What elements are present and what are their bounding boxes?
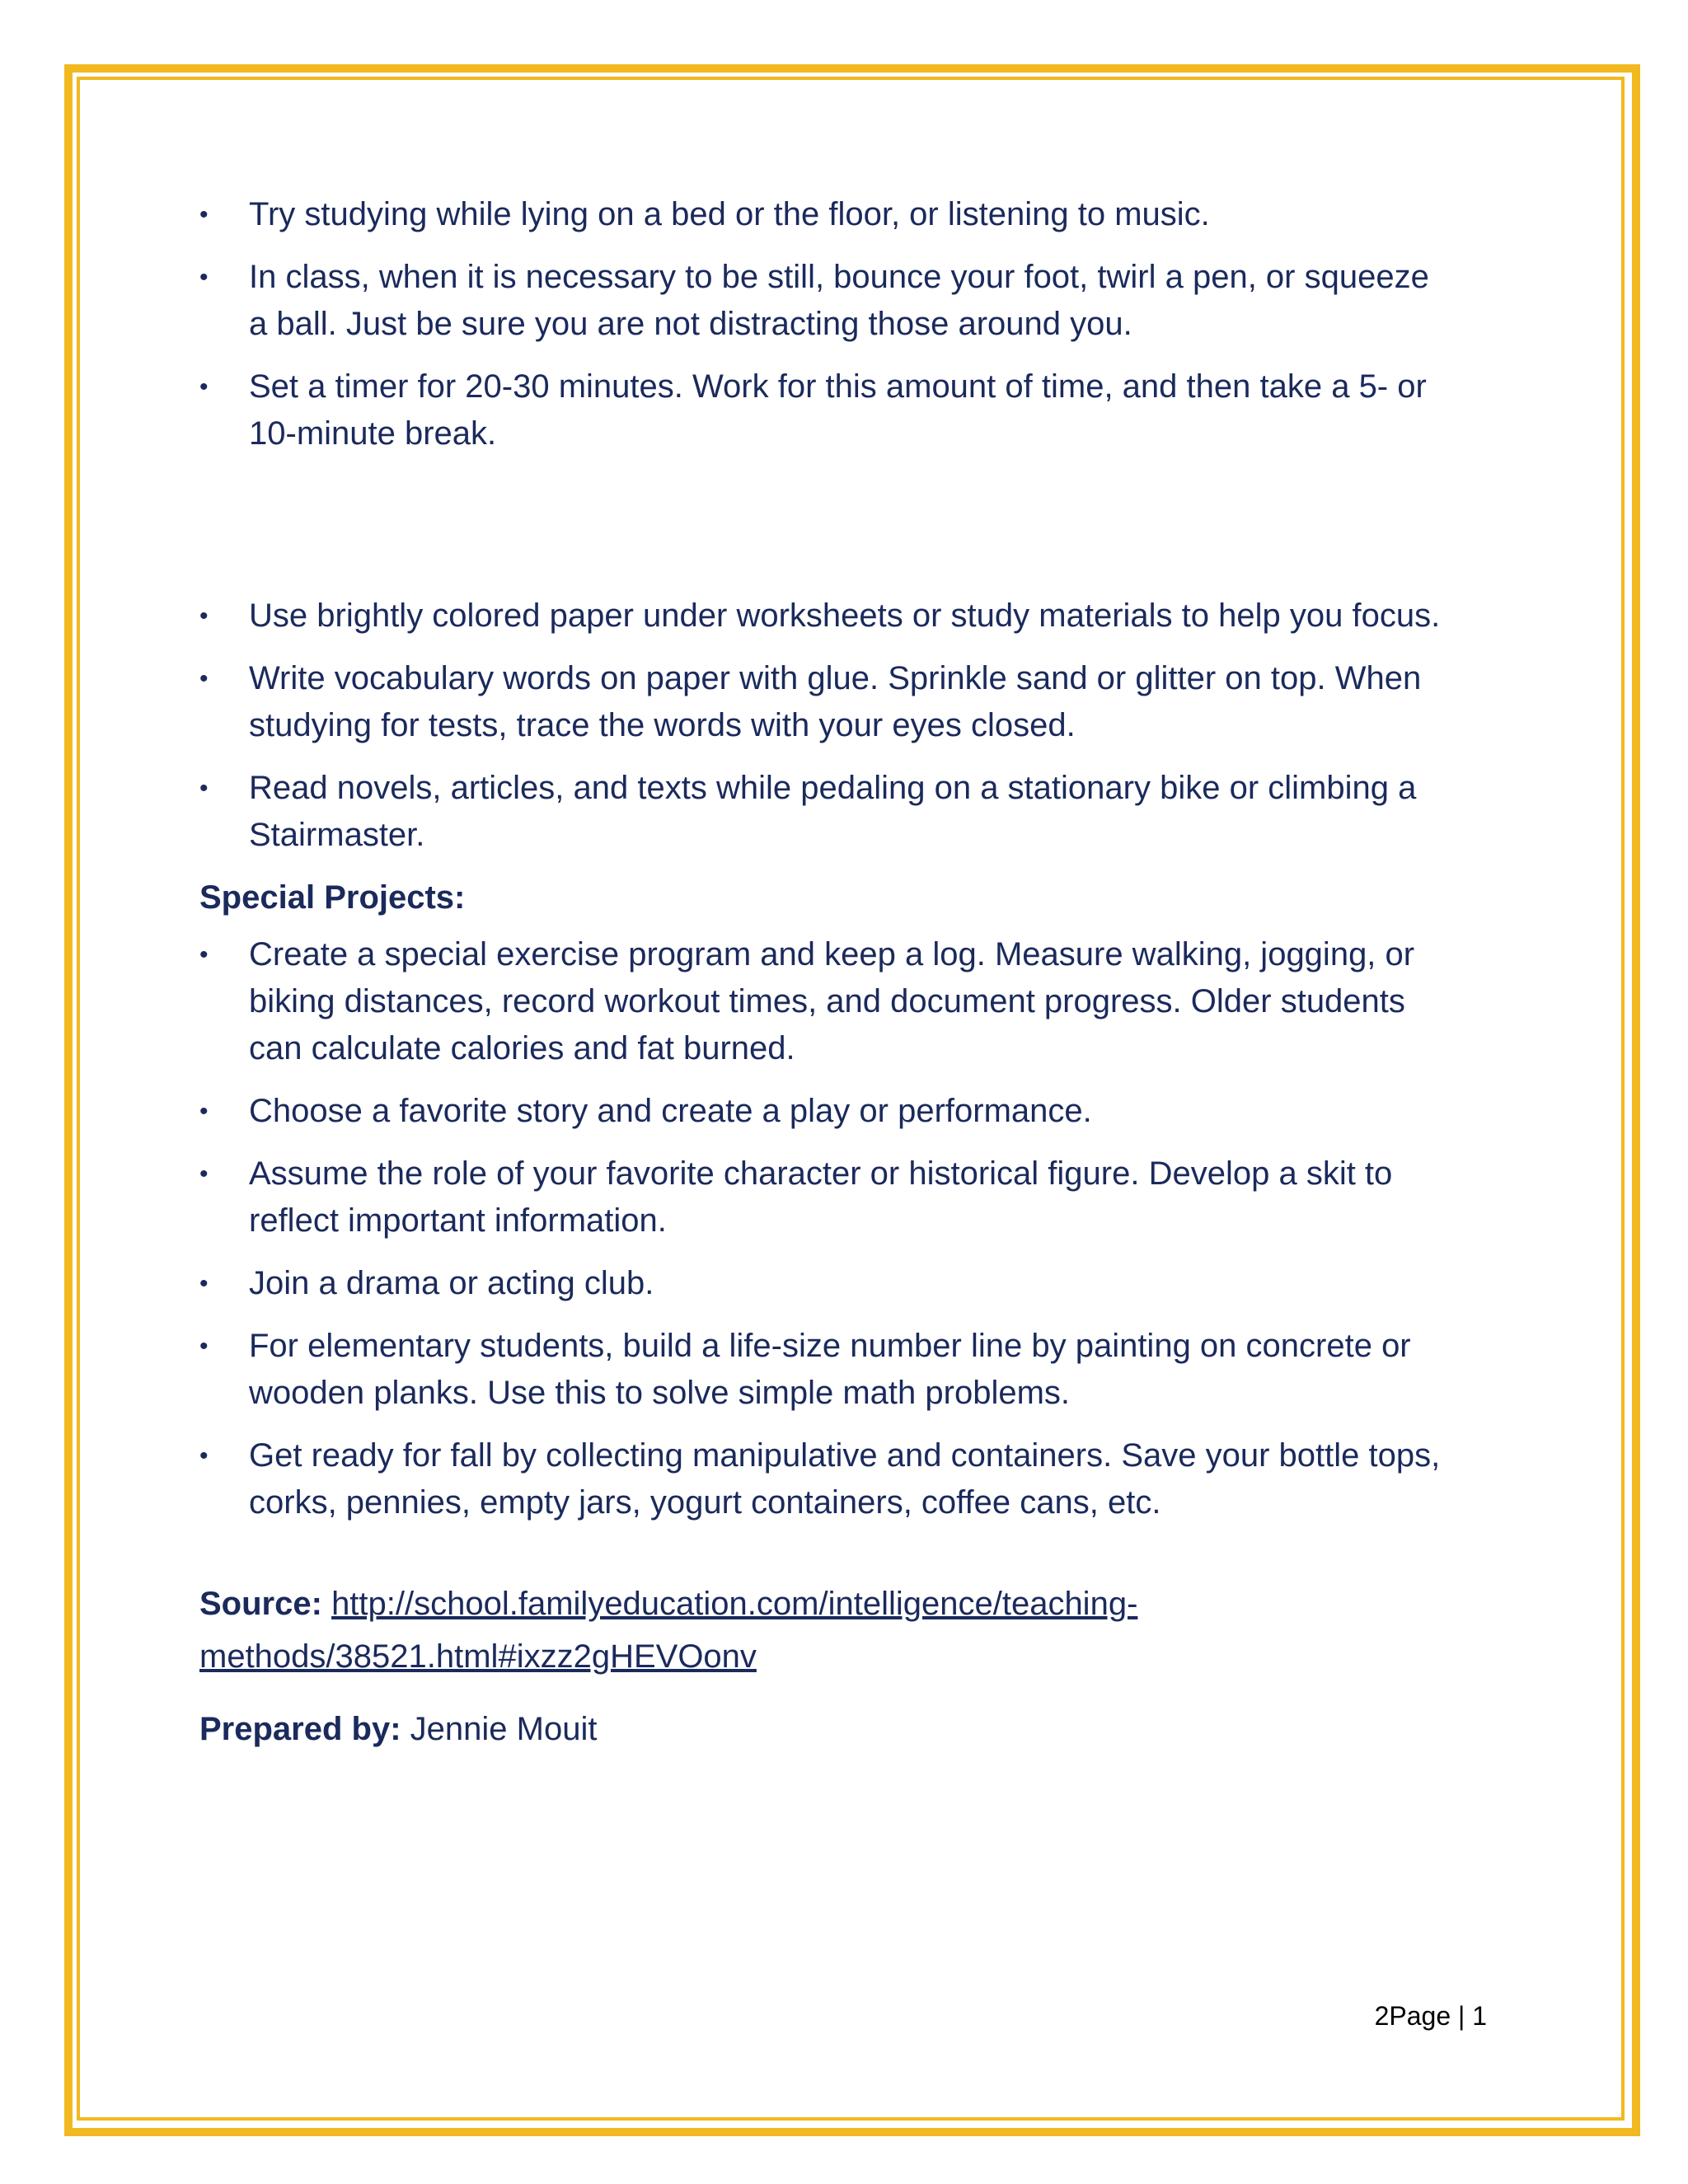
bullet-icon: • [199, 1270, 209, 1297]
bullet-icon: • [199, 1442, 209, 1469]
bullet-icon: • [199, 201, 209, 228]
bullet-icon: • [199, 602, 209, 630]
prepared-by-line [199, 1706, 1452, 1753]
list-item: • Get ready for fall by collecting manipulative and containers. Save your bottle tops, corks, pennies, empty jars, yogurt containers, coffee cans, etc. [199, 1432, 1452, 1526]
list-item: • Try studying while lying on a bed or the floor, or listening to music. [199, 191, 1452, 238]
bullet-icon: • [199, 264, 209, 291]
list-item: • Create a special exercise program and keep a log. Measure walking, jogging, or biking distances, record workout times, and document progress. Older students can calculate calories and fat burned. [199, 931, 1452, 1072]
list-item: • Read novels, articles, and texts while pedaling on a stationary bike or climbing a Stairmaster. [199, 765, 1452, 859]
author-name: Jennie Mouit [410, 1711, 598, 1747]
document-body [199, 191, 1452, 1753]
list-item: • Set a timer for 20-30 minutes. Work for this amount of time, and then take a 5- or 10-minute break. [199, 363, 1452, 457]
special-projects-heading: Special Projects: [199, 879, 466, 916]
bullet-icon: • [199, 1160, 209, 1188]
bullet-icon: • [199, 665, 209, 692]
bullet-list-study-tips [199, 191, 1452, 457]
list-item: • Use brightly colored paper under worksheets or study materials to help you focus. [199, 593, 1452, 640]
source-label: Source: [199, 1586, 322, 1622]
list-item: • For elementary students, build a life-size number line by painting on concrete or wooden planks. Use this to solve simple math problems. [199, 1323, 1452, 1417]
bullet-icon: • [199, 941, 209, 968]
list-item: • Assume the role of your favorite character or historical figure. Develop a skit to reflect important information. [199, 1151, 1452, 1244]
prepared-by-label: Prepared by: [199, 1711, 401, 1747]
bullet-icon: • [199, 1333, 209, 1360]
bullet-icon: • [199, 373, 209, 401]
list-item: • Choose a favorite story and create a play or performance. [199, 1088, 1452, 1135]
bullet-icon: • [199, 1098, 209, 1125]
list-item: • Join a drama or acting club. [199, 1260, 1452, 1307]
list-item: • Write vocabulary words on paper with glue. Sprinkle sand or glitter on top. When studying for tests, trace the words with your eyes closed. [199, 655, 1452, 749]
bullet-icon: • [199, 775, 209, 802]
source-link[interactable]: http://school.familyeducation.com/intelligence/teaching-methods/38521.html#ixzz2gHEVOonv [199, 1586, 1138, 1675]
list-item: • In class, when it is necessary to be still, bounce your foot, twirl a pen, or squeeze a ball. Just be sure you are not distracting those around you. [199, 254, 1452, 348]
bullet-list-special-projects [199, 931, 1452, 1526]
section-spacer [199, 473, 1452, 593]
page-number-footer: 2Page | 1 [1374, 2001, 1487, 2031]
bullet-list-focus-tips [199, 593, 1452, 859]
source-line [199, 1577, 1452, 1683]
